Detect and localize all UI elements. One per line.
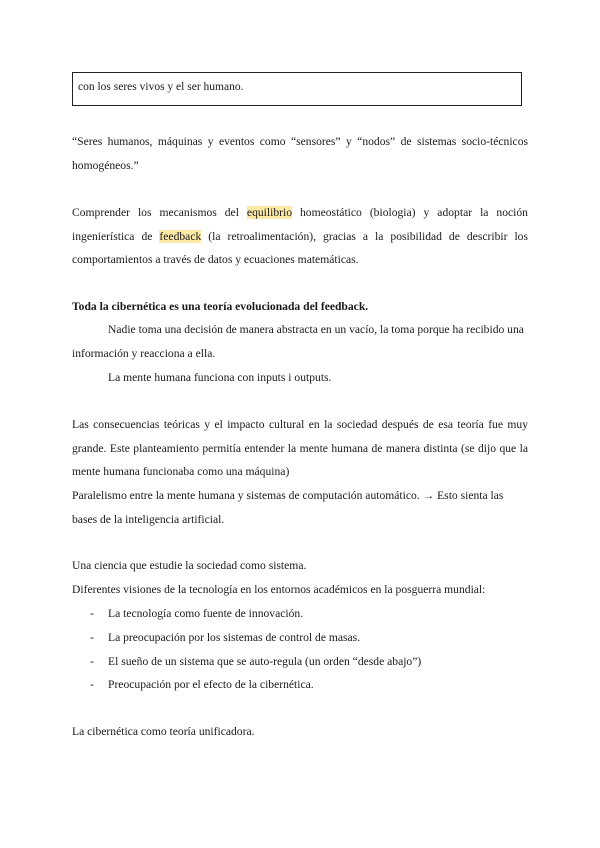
- boxed-text: con los seres vivos y el ser humano.: [72, 72, 522, 106]
- paragraph-science: Una ciencia que estudie la sociedad como sistema.: [72, 559, 307, 572]
- bullet-dash: -: [90, 630, 94, 644]
- quote-paragraph: “Seres humanos, máquinas y eventos como “sensores” y “nodos” de sistemas socio-técnicos homogéneos.”: [72, 135, 528, 172]
- list-item: [72, 673, 532, 697]
- bullet-dash: -: [90, 654, 94, 668]
- list-item-text: El sueño de un sistema que se auto-regula (un orden “desde abajo”): [108, 654, 422, 668]
- list-item-text: Preocupación por el efecto de la cibernética.: [108, 678, 314, 692]
- list-item: [72, 650, 532, 674]
- text-fragment: (la retroalimentación), gracias a la posibilidad de describir los comportamientos a través de datos y ecuaciones matemáticas.: [72, 229, 528, 266]
- bullet-list: [72, 602, 532, 697]
- paragraph-feedback: [72, 201, 528, 272]
- list-item-text: La tecnología como fuente de innovación.: [108, 607, 304, 620]
- bullet-dash: -: [90, 678, 94, 692]
- indented-paragraph: Nadie toma una decisión de manera abstracta en un vacío, la toma porque ha recibido una información y reacciona a ella.: [72, 323, 524, 360]
- highlight-equilibrio: equilibrio: [246, 206, 293, 219]
- paragraph-parallelism: Paralelismo entre la mente humana y sistemas de computación automático. → Esto sienta las bases de la inteligencia artificial.: [72, 489, 504, 526]
- closing-paragraph: La cibernética como teoría unificadora.: [72, 725, 255, 738]
- highlight-feedback: feedback: [159, 229, 202, 243]
- bullet-dash: -: [90, 607, 94, 620]
- text-fragment: Comprender los mecanismos del: [72, 206, 247, 219]
- list-item: [72, 602, 532, 626]
- text-fragment: homeostático (biologia) y adoptar la noción ingenierística de: [72, 206, 528, 243]
- section-heading: Toda la cibernética es una teoría evolucionada del feedback.: [72, 300, 369, 313]
- paragraph-visions: Diferentes visiones de la tecnología en los entornos académicos en la posguerra mundial:: [72, 583, 486, 596]
- paragraph-consequences: Las consecuencias teóricas y el impacto cultural en la sociedad después de esa teoría fue muy grande. Este planteamiento permitía entender la mente humana de manera distinta (se dijo que la mente humana funcionaba como una máquina): [72, 418, 528, 478]
- indented-paragraph: La mente humana funciona con inputs i outputs.: [108, 371, 332, 384]
- list-item-text: La preocupación por los sistemas de control de masas.: [108, 630, 361, 644]
- list-item: [72, 626, 532, 650]
